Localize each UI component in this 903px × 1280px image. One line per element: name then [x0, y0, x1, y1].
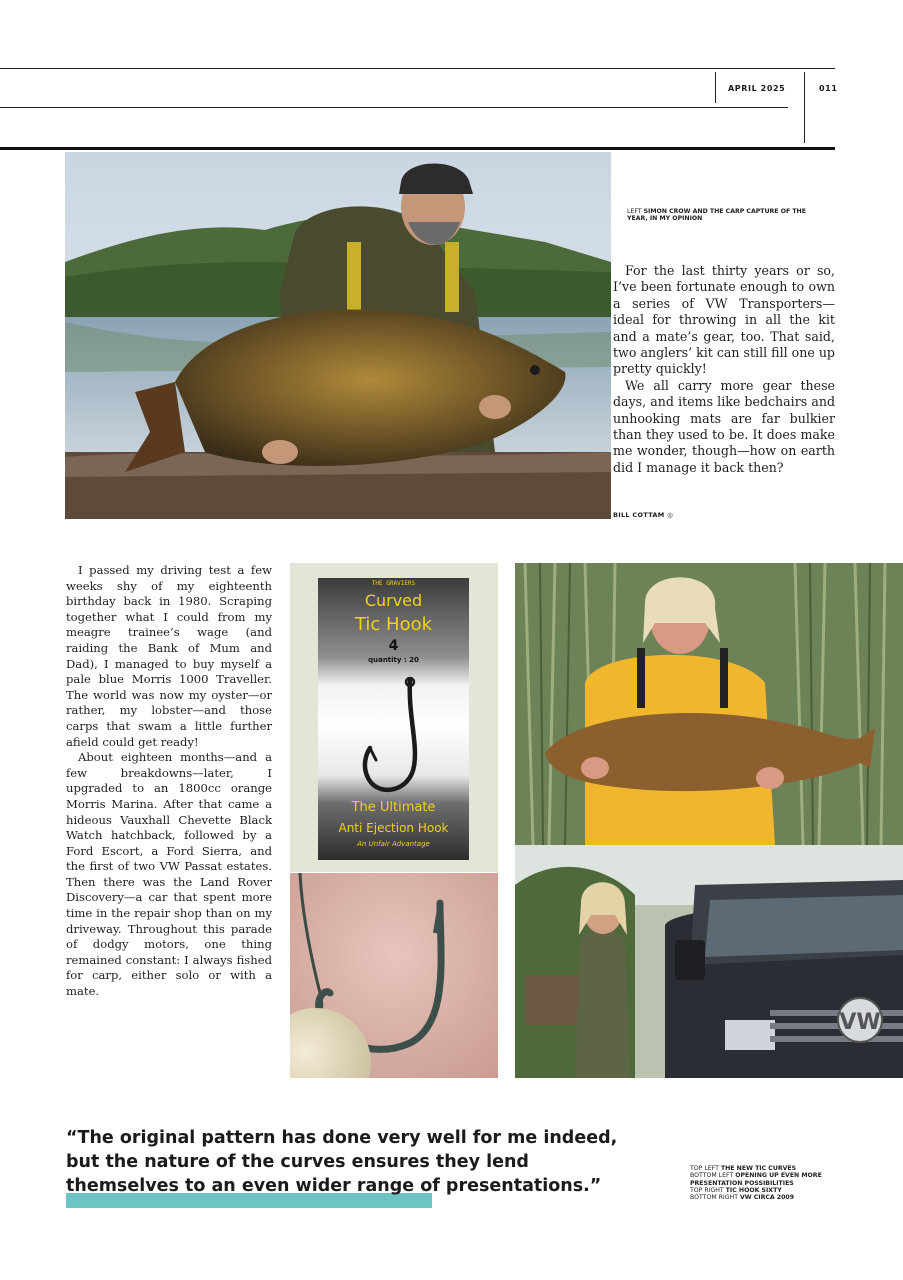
packet-tagline2: Anti Ejection Hook: [338, 821, 449, 835]
caption-position: LEFT: [627, 208, 642, 215]
packet-size: 4: [388, 638, 399, 654]
main-paragraph-1: I passed my driving test a few weeks shy of my eighteenth birthday back in 1980. Scraping together what I could from my meagre trainee’s wage (and raiding the Bank of Mum and Dad), I managed to buy myself a pale blue Morris 1000 Traveller. The world was now my oyster—or rather, my lobster—and those carps that swam a little further afield could get ready!: [66, 563, 272, 749]
packet-tagline3: An Unfair Advantage: [357, 840, 430, 848]
pull-quote: “The original pattern has done very well for me indeed, but the nature of the curves ensures they lend themselves to an even wider range of presentations.”: [66, 1128, 618, 1196]
vw-van-photo: [515, 845, 903, 1078]
byline-end-mark-icon: ◎: [667, 511, 674, 519]
main-paragraph-2: About eighteen months—and a few breakdowns—later, I upgraded to an 1800cc orange Morris Marina. After that came a hideous Vauxhall Chevette Black Watch hatchback, followed by a Ford Escort, a Ford Sierra, and the first of two VW Passat estates. Then there was the Land Rover Discovery—a car that spent more time in the repair shop than on my driveway. Throughout this parade of dodgy motors, one thing remained constant: I always fished for carp, either solo or with a mate.: [66, 750, 272, 999]
caption-bottom-left: BOTTOM LEFT OPENING UP EVEN MORE PRESENTATION POSSIBILITIES: [690, 1172, 822, 1187]
packet-title-line1: Curved: [364, 591, 423, 610]
svg-text:VW: VW: [839, 1010, 881, 1035]
main-column-text: [66, 563, 272, 1000]
side-paragraph-1: For the last thirty years or so, I’ve been fortunate enough to own a series of VW Transporters—ideal for throwing in all the kit and a mate’s gear, too. That said, two anglers’ kit can still fill one up pretty quickly!: [613, 263, 835, 377]
caption-text: SIMON CROW AND THE CARP CAPTURE OF THE YEAR, IN MY OPINION: [627, 208, 806, 223]
issue-date: APRIL 2025: [728, 84, 786, 93]
caption-top-left: TOP LEFT THE NEW TIC CURVES: [690, 1165, 797, 1172]
hero-photo-angler-with-carp: [65, 152, 611, 519]
hook-rig-closeup-photo: [290, 873, 498, 1078]
hero-photo-caption: [627, 208, 817, 223]
caption-bottom-right: BOTTOM RIGHT VW CIRCA 2009: [690, 1194, 795, 1202]
byline: [613, 511, 673, 519]
side-paragraph-2: We all carry more gear these days, and items like bedchairs and unhooking mats are far bulkier than they used to be. It does make me wonder, though—how on earth did I manage it back then?: [613, 377, 835, 475]
header-rule-middle: [0, 107, 788, 108]
packet-title-line2: Tic Hook: [354, 614, 433, 635]
byline-author: BILL COTTAM: [613, 511, 665, 519]
packet-brand: THE GRAVIERS: [371, 580, 416, 587]
photo-captions-list: [690, 1165, 838, 1201]
curved-hook-icon: [348, 674, 438, 804]
caption-top-right: TOP RIGHT TIC HOOK SIXTY: [690, 1186, 782, 1194]
header-rule-thick: [0, 147, 835, 150]
header-divider-left: [715, 72, 716, 103]
header-rule-top: [0, 68, 835, 69]
packet-quantity: quantity : 20: [368, 656, 419, 664]
page-number: 011: [819, 84, 838, 93]
header-divider-right: [804, 72, 805, 143]
side-column-text: [613, 263, 835, 476]
hook-packet-photo: [290, 563, 498, 872]
hook-packet: [318, 578, 469, 860]
angler-with-carp-reeds-photo: [515, 563, 903, 845]
packet-tagline1: The Ultimate: [351, 800, 436, 815]
